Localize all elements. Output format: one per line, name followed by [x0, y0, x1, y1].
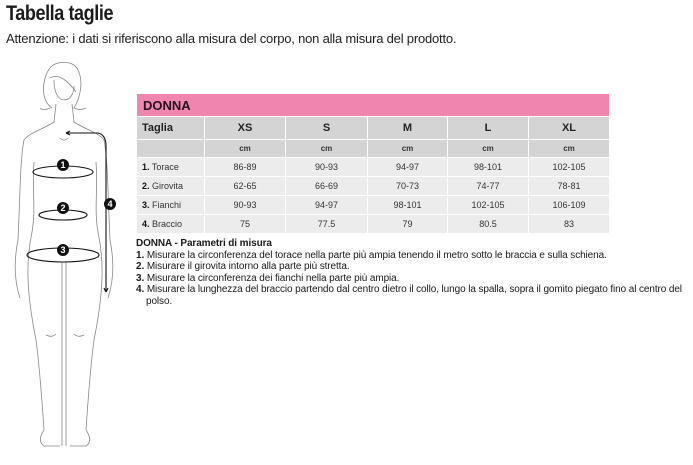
- unit-cell: cm: [529, 140, 610, 158]
- row-label: [137, 177, 205, 196]
- unit-blank: [137, 140, 205, 158]
- instruction-number: 4.: [136, 284, 145, 295]
- table-cell: 74-77: [448, 177, 529, 196]
- table-cell: 94-97: [286, 196, 368, 215]
- size-header-label: Taglia: [137, 117, 205, 140]
- table-cell: 94-97: [368, 158, 448, 177]
- row-number: 4.: [142, 219, 150, 229]
- marker-2: 2: [60, 203, 66, 213]
- row-label: [137, 196, 205, 215]
- size-header-row: [137, 117, 610, 140]
- row-name: Torace: [151, 162, 179, 172]
- instruction-number: 2.: [136, 261, 145, 272]
- table-cell: 62-65: [205, 177, 286, 196]
- instruction-number: 1.: [136, 249, 145, 261]
- size-xl: XL: [529, 117, 610, 140]
- instruction-item: [136, 273, 693, 285]
- instruction-text: Misurare la lunghezza del braccio partendo dal centro dietro il collo, lungo la spalla, sopra il gomito piegato fino al centro del polso.: [146, 284, 682, 307]
- section-title: DONNA: [137, 94, 610, 117]
- marker-3: 3: [60, 245, 66, 255]
- row-name: Braccio: [152, 219, 183, 229]
- size-m: M: [368, 117, 448, 140]
- instruction-text: Misurare la circonferenza dei fianchi nella parte più ampia.: [146, 272, 400, 284]
- table-cell: 98-101: [368, 196, 448, 215]
- marker-1: 1: [60, 160, 66, 170]
- table-cell: 102-105: [529, 158, 610, 177]
- table-row: [137, 196, 610, 215]
- body-measurement-figure: [0, 55, 135, 460]
- instruction-text: Misurare la circonferenza del torace nella parte più ampia tenendo il metro sotto le braccia e sulla schiena.: [146, 249, 607, 261]
- instruction-number: 3.: [136, 272, 145, 284]
- instruction-item: [136, 284, 693, 307]
- table-cell: 79: [368, 215, 448, 234]
- table-cell: 98-101: [448, 158, 529, 177]
- table-row: [137, 177, 610, 196]
- table-cell: 78-81: [529, 177, 610, 196]
- table-cell: 80.5: [448, 215, 529, 234]
- size-table: [136, 93, 609, 234]
- table-cell: 90-93: [205, 196, 286, 215]
- marker-4: 4: [107, 199, 113, 209]
- table-cell: 66-69: [286, 177, 368, 196]
- size-s: S: [286, 117, 368, 140]
- row-number: 2.: [142, 181, 150, 191]
- row-label: [137, 158, 205, 177]
- unit-cell: cm: [448, 140, 529, 158]
- size-xs: XS: [205, 117, 286, 140]
- table-cell: 90-93: [286, 158, 368, 177]
- table-cell: 86-89: [205, 158, 286, 177]
- table-cell: 75: [205, 215, 286, 234]
- unit-row: [137, 140, 610, 158]
- row-number: 3.: [142, 200, 150, 210]
- page-subtitle: Attenzione: i dati si riferiscono alla misura del corpo, non alla misura del prodotto.: [6, 31, 457, 46]
- row-name: Girovita: [152, 181, 184, 191]
- table-cell: 83: [529, 215, 610, 234]
- size-l: L: [448, 117, 529, 140]
- table-cell: 106-109: [529, 196, 610, 215]
- unit-cell: cm: [205, 140, 286, 158]
- table-cell: 77.5: [286, 215, 368, 234]
- instruction-item: [136, 261, 693, 273]
- page-title: Tabella taglie: [6, 2, 114, 25]
- instruction-item: [136, 250, 693, 262]
- unit-cell: cm: [368, 140, 448, 158]
- row-name: Fianchi: [152, 200, 182, 210]
- row-label: [137, 215, 205, 234]
- row-number: 1.: [142, 162, 150, 172]
- instruction-text: Misurare il girovita intorno alla parte più stretta.: [146, 261, 350, 272]
- instructions-heading: DONNA - Parametri di misura: [136, 238, 272, 249]
- table-row: [137, 215, 610, 234]
- table-row: [137, 158, 610, 177]
- table-cell: 102-105: [448, 196, 529, 215]
- measurement-instructions: [136, 238, 693, 307]
- table-cell: 70-73: [368, 177, 448, 196]
- unit-cell: cm: [286, 140, 368, 158]
